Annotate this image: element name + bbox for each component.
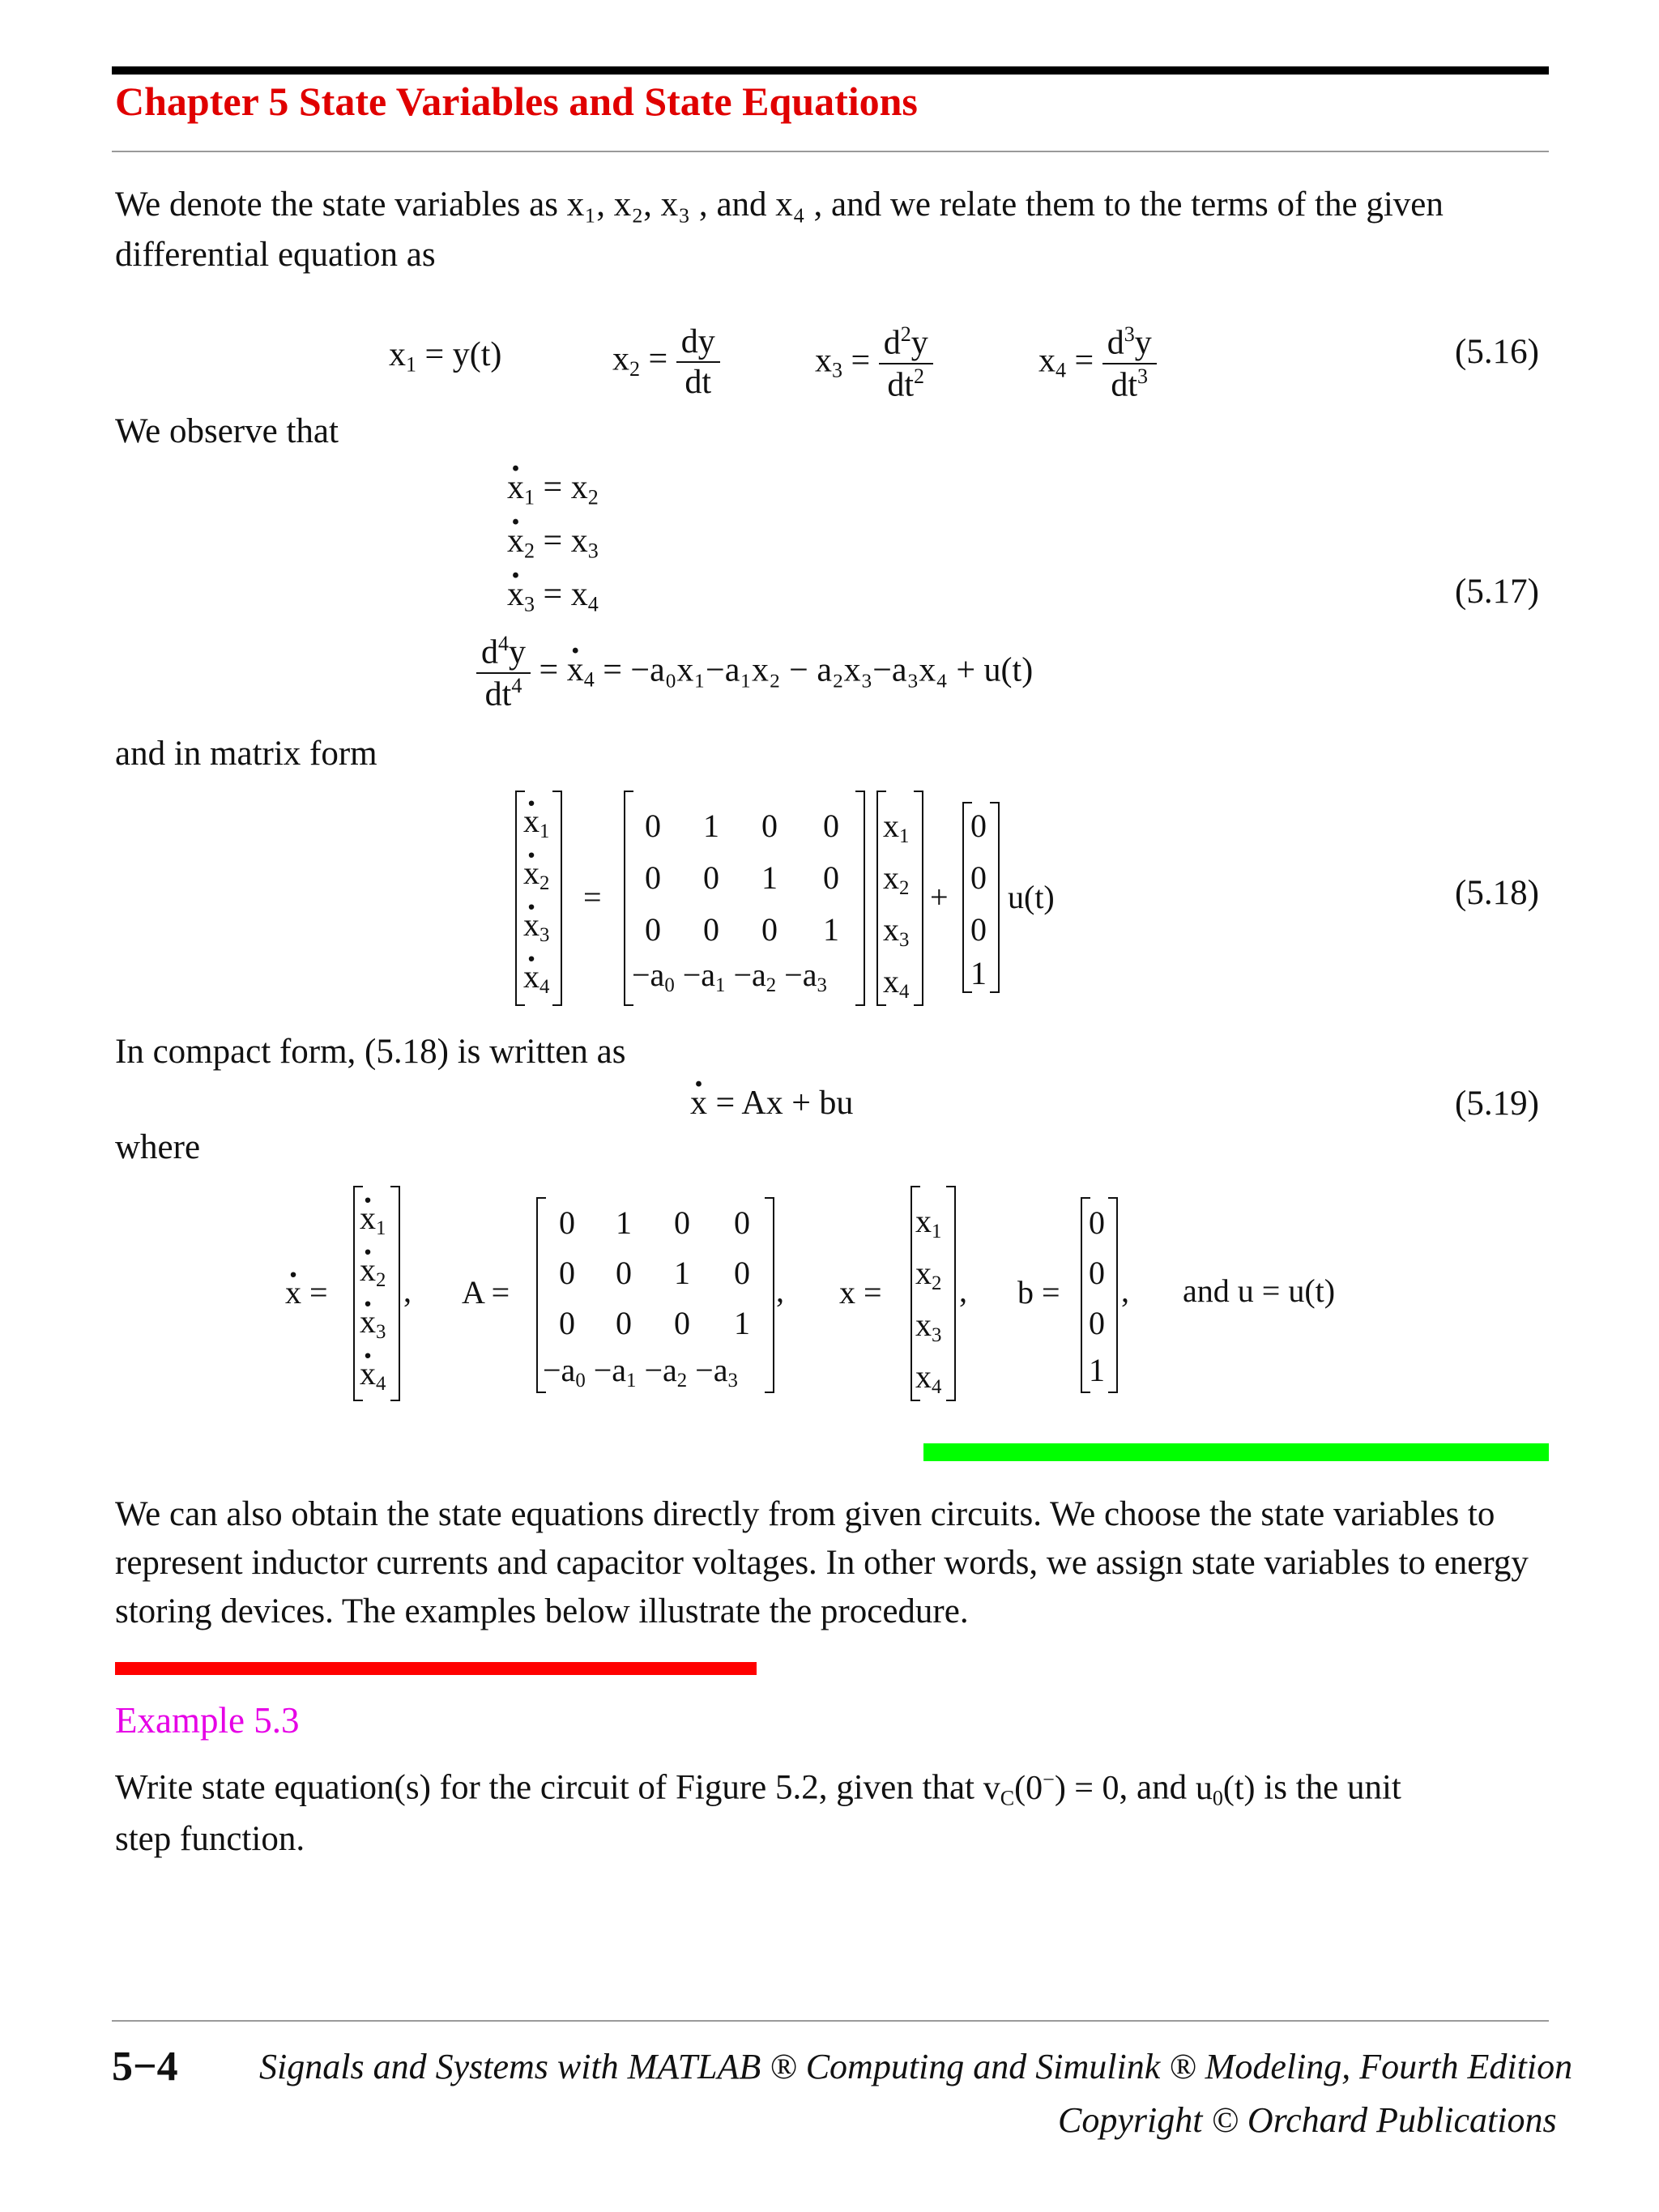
intro-line-2: differential equation as bbox=[115, 236, 436, 274]
matrix-cell: 0 bbox=[761, 808, 778, 844]
matrix-cell: 0 bbox=[674, 1305, 690, 1341]
bracket bbox=[765, 1197, 774, 1393]
vector-cell: · $x_3$ bbox=[523, 906, 549, 947]
eq-x3dot: · $x_3 = x_4$ bbox=[507, 575, 599, 616]
book-title: Signals and Systems with MATLAB ® Computing and Simulink ® Modeling, Fourth Edition bbox=[259, 2047, 1573, 2086]
vector-cell: $x_2$ bbox=[915, 1255, 942, 1294]
comma: , bbox=[959, 1272, 967, 1309]
input-term: u(t) bbox=[1008, 879, 1055, 915]
vector-cell: · $x_2$ bbox=[523, 854, 549, 895]
eq-number-5-19: (5.19) bbox=[1455, 1085, 1539, 1123]
matrix-cell: 0 bbox=[823, 808, 839, 844]
vector-cell: $x_1$ bbox=[883, 808, 910, 847]
eq-number-5-17: (5.17) bbox=[1455, 573, 1539, 611]
example-line-2: step function. bbox=[115, 1820, 305, 1858]
matrix-cell: 1 bbox=[674, 1255, 690, 1291]
chapter-title: Chapter 5 State Variables and State Equations bbox=[115, 79, 918, 124]
eq-number-5-16: (5.16) bbox=[1455, 333, 1539, 371]
eq-x4-def: $x_4$ = $\frac{d^3y}{dt^3}$ bbox=[1038, 322, 1157, 404]
matrix-cell: 0 bbox=[616, 1255, 632, 1291]
vector-cell: · $x_2$ bbox=[360, 1251, 386, 1292]
vector-cell: $x_2$ bbox=[883, 859, 910, 899]
matrix-cell: 0 bbox=[703, 911, 719, 948]
vector-cell: · $x_1$ bbox=[360, 1199, 386, 1240]
circuits-paragraph: We can also obtain the state equations directly from given circuits. We choose the state variables to represent inductor currents and capacitor voltages. In other words, we assign state variables to energy storing devices. The examples below illustrate the procedure. bbox=[115, 1495, 1529, 1630]
vector-cell: · $x_3$ bbox=[360, 1302, 386, 1344]
vector-cell: $x_4$ bbox=[915, 1358, 942, 1398]
eq-compact: · x = Ax + bu bbox=[690, 1084, 853, 1123]
matrix-cell: 0 bbox=[559, 1204, 575, 1241]
eq-x3-def: $x_3$ = $\frac{d^2y}{dt^2}$ bbox=[815, 322, 933, 404]
example-label: Example 5.3 bbox=[115, 1700, 300, 1741]
header-divider bbox=[112, 151, 1549, 152]
bracket bbox=[946, 1186, 956, 1401]
xdot-label: · x = bbox=[285, 1273, 328, 1311]
matrix-cell: 1 bbox=[703, 808, 719, 844]
bracket bbox=[552, 791, 562, 1006]
eq-x1dot: · $x_1 = x_2$ bbox=[507, 468, 599, 509]
matrix-cell: 0 bbox=[703, 859, 719, 896]
example-line-1: Write state equation(s) for the circuit of Figure 5.2, given that $v_C(0^-) = 0$, and $u_0(t)$ is the unit bbox=[115, 1767, 1401, 1809]
A-label: A = bbox=[462, 1274, 510, 1311]
vector-cell: 0 bbox=[970, 911, 987, 948]
highlight-bar bbox=[923, 1443, 1549, 1461]
page-number: 5−4 bbox=[112, 2044, 178, 2090]
matrix-cell: 0 bbox=[645, 911, 661, 948]
eq-x1-def: $x_1 = y(t)$ bbox=[389, 336, 502, 377]
copyright: Copyright © Orchard Publications bbox=[1058, 2100, 1557, 2140]
matrix-cell: 1 bbox=[823, 911, 839, 948]
matrix-form-text: and in matrix form bbox=[115, 735, 377, 773]
matrix-cell: 1 bbox=[734, 1305, 750, 1341]
vector-cell: · $x_4$ bbox=[523, 957, 549, 999]
example-rule bbox=[115, 1662, 757, 1675]
comma: , bbox=[776, 1272, 784, 1309]
x-label: x = bbox=[839, 1274, 882, 1311]
bracket bbox=[914, 791, 923, 1006]
observe-text: We observe that bbox=[115, 412, 339, 450]
vc-initial: $v_C(0^-) = 0$ bbox=[983, 1767, 1120, 1809]
bracket bbox=[1108, 1197, 1118, 1393]
footer-divider bbox=[112, 2020, 1549, 2022]
comma: , bbox=[1121, 1272, 1129, 1309]
vector-cell: $x_3$ bbox=[915, 1306, 942, 1346]
bracket bbox=[855, 791, 865, 1006]
eq-x2dot: · $x_2 = x_3$ bbox=[507, 522, 599, 563]
matrix-cell: 0 bbox=[559, 1255, 575, 1291]
intro-line-1: We denote the state variables as x₁, x₂, x₃ , and x₄ , and we relate them to the terms of the given bbox=[115, 185, 1444, 224]
matrix-cell: 0 bbox=[823, 859, 839, 896]
comma: , bbox=[403, 1272, 412, 1309]
eq-x2-def: $x_2$ = $\frac{dy}{dt}$ bbox=[612, 322, 720, 402]
vector-cell: 0 bbox=[1089, 1204, 1105, 1241]
matrix-row-4: $-a_0 -a_1 -a_2 -a_3$ bbox=[543, 1352, 738, 1392]
matrix-cell: 0 bbox=[734, 1204, 750, 1241]
matrix-cell: 0 bbox=[674, 1204, 690, 1241]
vector-cell: $x_1$ bbox=[915, 1203, 942, 1242]
matrix-cell: 0 bbox=[559, 1305, 575, 1341]
matrix-cell: 1 bbox=[616, 1204, 632, 1241]
bracket bbox=[990, 802, 1000, 993]
vector-cell: · $x_4$ bbox=[360, 1354, 386, 1396]
vector-cell: $x_4$ bbox=[883, 963, 910, 1003]
header-rule bbox=[112, 66, 1549, 75]
matrix-cell: 0 bbox=[734, 1255, 750, 1291]
matrix-row-4: $-a_0 -a_1 -a_2 -a_3$ bbox=[632, 957, 827, 996]
vector-cell: 0 bbox=[970, 859, 987, 896]
matrix-cell: 0 bbox=[645, 808, 661, 844]
bracket bbox=[390, 1186, 400, 1401]
and-u-text: and u = u(t) bbox=[1183, 1272, 1336, 1309]
matrix-cell: 1 bbox=[761, 859, 778, 896]
eq-number-5-18: (5.18) bbox=[1455, 874, 1539, 912]
where-text: where bbox=[115, 1128, 201, 1166]
eq-x4dot: $\frac{d^4y}{dt^4}$ = · $x_4 = -a_0x_1-a_1x_2 - a_2x_3-a_3x_4 + u(t)$ bbox=[476, 632, 1033, 714]
u0-func: $u_0(t)$ bbox=[1195, 1769, 1256, 1809]
plus-sign: + bbox=[930, 879, 949, 915]
b-label: b = bbox=[1017, 1274, 1060, 1311]
equals-sign: = bbox=[583, 879, 602, 915]
matrix-cell: 0 bbox=[761, 911, 778, 948]
vector-cell: 0 bbox=[1089, 1305, 1105, 1341]
vector-cell: 0 bbox=[1089, 1255, 1105, 1291]
matrix-cell: 0 bbox=[645, 859, 661, 896]
vector-cell: 1 bbox=[1089, 1352, 1105, 1388]
compact-text: In compact form, (5.18) is written as bbox=[115, 1033, 626, 1071]
vector-cell: $x_3$ bbox=[883, 911, 910, 951]
vector-cell: 1 bbox=[970, 955, 987, 991]
vector-cell: · $x_1$ bbox=[523, 802, 549, 843]
vector-cell: 0 bbox=[970, 808, 987, 844]
matrix-cell: 0 bbox=[616, 1305, 632, 1341]
